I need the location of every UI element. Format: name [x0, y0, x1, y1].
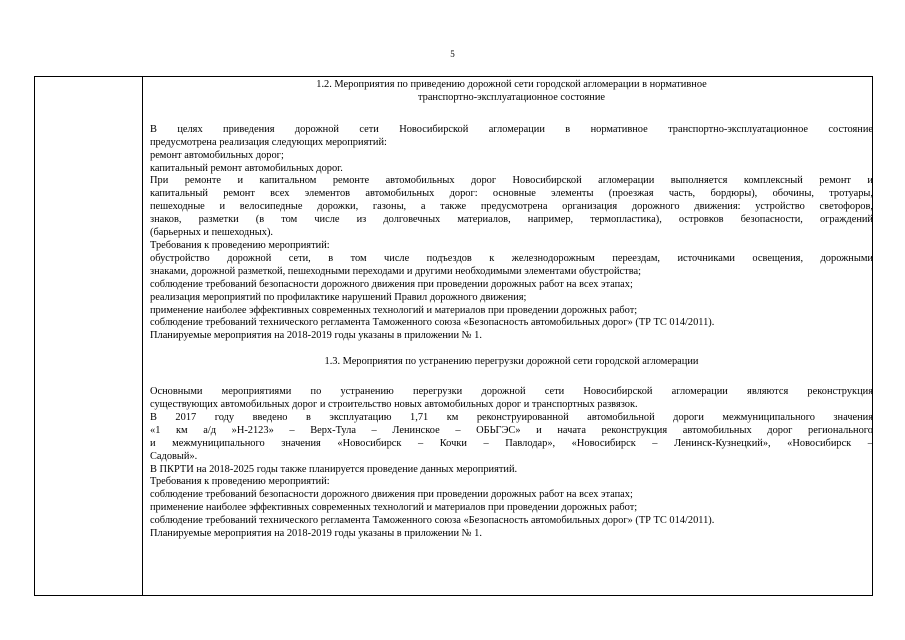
section-1-3-body [150, 386, 873, 541]
text-line: соблюдение требований технического регламента Таможенного союза «Безопасность автомобильных дорог» (ТР ТС 014/2011). [150, 317, 715, 329]
section-1-3-heading: 1.3. Мероприятия по устранению перегрузки дорожной сети городской агломерации [324, 356, 699, 368]
table-content-column [150, 77, 873, 595]
text-line: Садовый». [150, 450, 198, 462]
text-line: знаков, разметки (в том числе из долговечных материалов, например, термопластика), островков безопасности, ограждений [150, 214, 873, 226]
text-line: Требования к проведению мероприятий: [150, 476, 330, 488]
text-line: капитальный ремонт всех элементов автомобильных дорог: основные элементы (проезжая часть, бордюры), обочины, тротуары, [150, 188, 873, 200]
text-line: соблюдение требований технического регламента Таможенного союза «Безопасность автомобильных дорог» (ТР ТС 014/2011). [150, 515, 715, 527]
text-line: существующих автомобильных дорог и строительство новых автомобильных дорог и транспортных развязок. [150, 399, 638, 411]
text-line: (барьерных и пешеходных). [150, 227, 274, 239]
table-left-column [35, 77, 143, 595]
text-line: «1 км а/д »Н-2123» – Верх-Тула – Ленинское – ОБЬГЭС» и начата реконструкция автомобильных дорог регионального [150, 424, 873, 436]
text-line: применение наиболее эффективных современных технологий и материалов при проведении дорожных работ; [150, 502, 638, 514]
page-number: 5 [450, 49, 455, 59]
text-line: предусмотрена реализация следующих мероприятий: [150, 136, 387, 148]
text-line: соблюдение требований безопасности дорожного движения при проведении дорожных работ на всех этапах; [150, 489, 633, 501]
section-1-2-body [150, 124, 873, 343]
text-line: обустройство дорожной сети, в том числе подъездов к железнодорожным переездам, источниками освещения, дорожными [150, 252, 873, 264]
text-line: В ПКРТИ на 2018-2025 годы также планируется проведение данных мероприятий. [150, 463, 518, 475]
text-line: знаками, дорожной разметкой, пешеходными переходами и другими необходимыми элементами обустройства; [150, 265, 641, 277]
document-table [34, 76, 873, 596]
text-line: Планируемые мероприятия на 2018-2019 годы указаны в приложении № 1. [150, 330, 482, 342]
text-line: пешеходные и велосипедные дорожки, газоны, а также предусмотрена организация дорожного движения: устройство светофоров, [150, 201, 873, 213]
text-line: применение наиболее эффективных современных технологий и материалов при проведении дорожных работ; [150, 304, 638, 316]
text-line: При ремонте и капитальном ремонте автомобильных дорог Новосибирской агломерации выполняется комплексный ремонт и [150, 175, 873, 187]
text-line: ремонт автомобильных дорог; [150, 149, 284, 161]
section-1-2-heading-line1: 1.2. Мероприятия по приведению дорожной сети городской агломерации в нормативное [316, 79, 707, 90]
text-line: В 2017 году введено в эксплуатацию 1,71 км реконструированной автомобильной дороги межмуниципального значения [150, 411, 873, 423]
section-1-2-heading-line2: транспортно-эксплуатационное состояние [417, 91, 606, 103]
text-line: реализация мероприятий по профилактике нарушений Правил дорожного движения; [150, 291, 527, 303]
text-line: и межмуниципального значения «Новосибирск – Кочки – Павлодар», «Новосибирск – Ленинск-Кузнецкий», «Новосибирск – [150, 437, 873, 449]
text-line: капитальный ремонт автомобильных дорог. [150, 162, 343, 174]
text-line: Требования к проведению мероприятий: [150, 239, 330, 251]
text-line: В целях приведения дорожной сети Новосибирской агломерации в нормативное транспортно-эксплуатационное состояние [150, 123, 873, 135]
text-line: Основными мероприятиями по устранению перегрузки дорожной сети Новосибирской агломерации являются реконструкция [150, 386, 873, 398]
text-line: соблюдение требований безопасности дорожного движения при проведении дорожных работ на всех этапах; [150, 278, 633, 290]
text-line: Планируемые мероприятия на 2018-2019 годы указаны в приложении № 1. [150, 528, 482, 540]
